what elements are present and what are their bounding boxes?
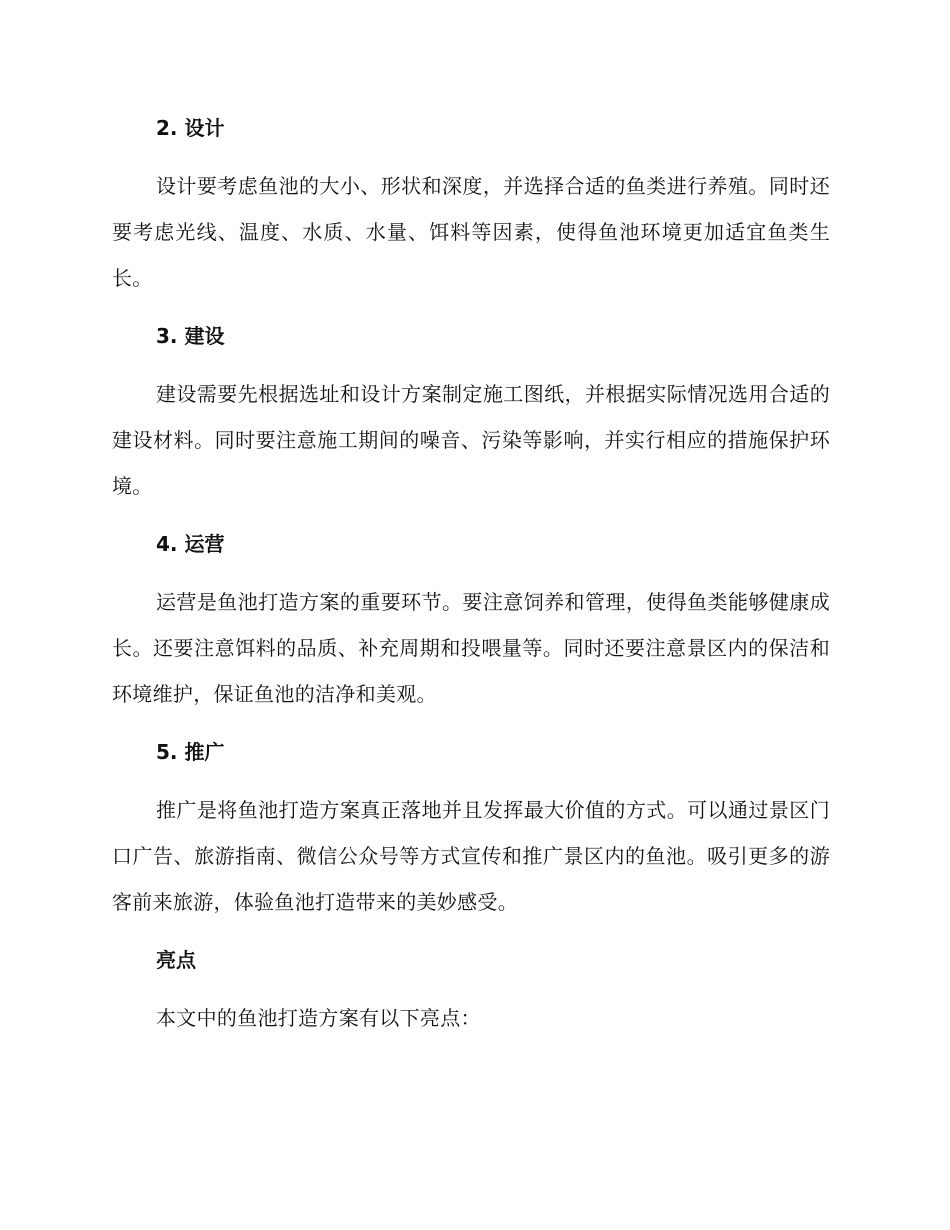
section-heading-construction: 3. 建设	[156, 324, 225, 348]
section-body-design: 设计要考虑鱼池的大小、形状和深度，并选择合适的鱼类进行养殖。同时还要考虑光线、温度、水质、水量、饵料等因素，使得鱼池环境更加适宜鱼类生长。	[112, 174, 830, 290]
section-heading-operation: 4. 运营	[156, 532, 225, 556]
section-body-highlights: 本文中的鱼池打造方案有以下亮点：	[156, 1006, 481, 1030]
section-heading-design: 2. 设计	[156, 116, 225, 140]
section-heading-promotion: 5. 推广	[156, 740, 225, 764]
document-content	[112, 105, 830, 1053]
section-body-promotion: 推广是将鱼池打造方案真正落地并且发挥最大价值的方式。可以通过景区门口广告、旅游指南、微信公众号等方式宣传和推广景区内的鱼池。吸引更多的游客前来旅游，体验鱼池打造带来的美妙感受。	[112, 798, 830, 914]
section-heading-highlights: 亮点	[156, 948, 196, 972]
section-body-construction: 建设需要先根据选址和设计方案制定施工图纸，并根据实际情况选用合适的建设材料。同时要注意施工期间的噪音、污染等影响，并实行相应的措施保护环境。	[112, 382, 830, 498]
section-body-operation: 运营是鱼池打造方案的重要环节。要注意饲养和管理，使得鱼类能够健康成长。还要注意饵料的品质、补充周期和投喂量等。同时还要注意景区内的保洁和环境维护，保证鱼池的洁净和美观。	[112, 590, 830, 706]
